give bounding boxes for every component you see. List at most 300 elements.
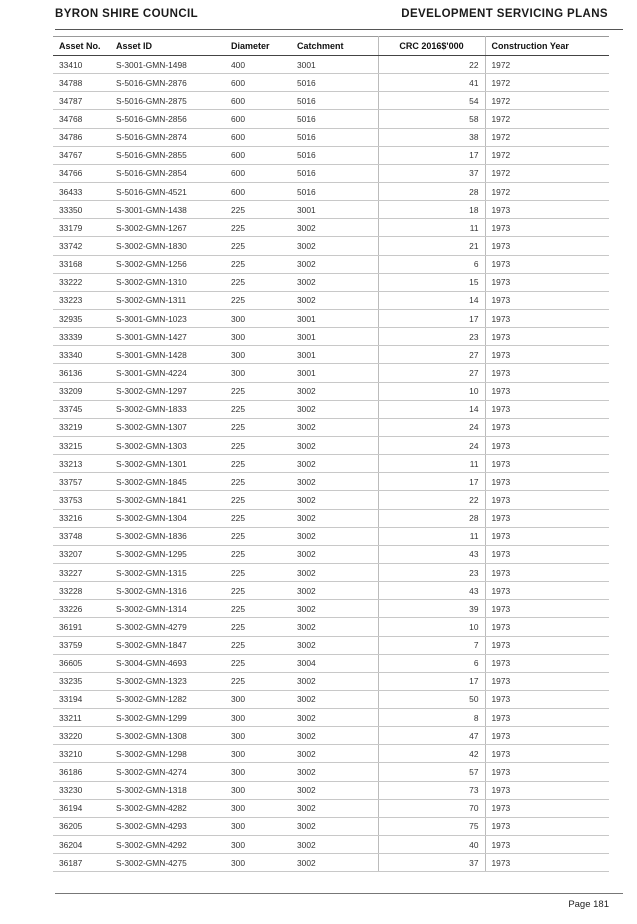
asset-no-cell: 32935 [53, 309, 110, 327]
diameter-cell: 300 [225, 745, 291, 763]
table-row [53, 128, 609, 146]
crc-cell: 27 [378, 346, 485, 364]
column-header-construction-year: Construction Year [485, 37, 609, 56]
diameter-cell: 225 [225, 672, 291, 690]
diameter-cell: 225 [225, 219, 291, 237]
asset-no-cell: 33226 [53, 600, 110, 618]
crc-cell: 14 [378, 291, 485, 309]
construction-year-cell: 1972 [485, 146, 609, 164]
diameter-cell: 300 [225, 709, 291, 727]
asset-no-cell: 33220 [53, 727, 110, 745]
header-rule [55, 29, 623, 30]
crc-cell: 8 [378, 709, 485, 727]
crc-cell: 38 [378, 128, 485, 146]
catchment-cell: 3001 [291, 328, 378, 346]
table-row [53, 672, 609, 690]
asset-id-cell: S-3002-GMN-4293 [110, 817, 225, 835]
asset-id-cell: S-3002-GMN-1847 [110, 636, 225, 654]
table-row [53, 346, 609, 364]
diameter-cell: 225 [225, 618, 291, 636]
construction-year-cell: 1973 [485, 636, 609, 654]
crc-cell: 11 [378, 527, 485, 545]
asset-no-cell: 36433 [53, 182, 110, 200]
table-row [53, 418, 609, 436]
construction-year-cell: 1973 [485, 654, 609, 672]
catchment-cell: 5016 [291, 110, 378, 128]
construction-year-cell: 1973 [485, 237, 609, 255]
table-row [53, 436, 609, 454]
catchment-cell: 3002 [291, 400, 378, 418]
catchment-cell: 5016 [291, 74, 378, 92]
diameter-cell: 225 [225, 491, 291, 509]
construction-year-cell: 1973 [485, 690, 609, 708]
construction-year-cell: 1973 [485, 763, 609, 781]
crc-cell: 23 [378, 328, 485, 346]
asset-id-cell: S-5016-GMN-2855 [110, 146, 225, 164]
catchment-cell: 3002 [291, 836, 378, 854]
asset-no-cell: 36605 [53, 654, 110, 672]
asset-id-cell: S-3002-GMN-4292 [110, 836, 225, 854]
table-row [53, 382, 609, 400]
crc-cell: 23 [378, 563, 485, 581]
table-row [53, 509, 609, 527]
crc-cell: 22 [378, 491, 485, 509]
catchment-cell: 3002 [291, 600, 378, 618]
asset-no-cell: 33210 [53, 745, 110, 763]
diameter-cell: 600 [225, 92, 291, 110]
column-header-crc: CRC 2016$'000 [378, 37, 485, 56]
column-header-diameter: Diameter [225, 37, 291, 56]
asset-id-cell: S-3002-GMN-1267 [110, 219, 225, 237]
construction-year-cell: 1973 [485, 836, 609, 854]
asset-no-cell: 33742 [53, 237, 110, 255]
construction-year-cell: 1973 [485, 364, 609, 382]
table-row [53, 618, 609, 636]
table-row [53, 364, 609, 382]
crc-cell: 10 [378, 382, 485, 400]
diameter-cell: 225 [225, 600, 291, 618]
asset-id-cell: S-3002-GMN-1318 [110, 781, 225, 799]
crc-cell: 17 [378, 473, 485, 491]
asset-id-cell: S-3001-GMN-1438 [110, 201, 225, 219]
asset-id-cell: S-3002-GMN-1311 [110, 291, 225, 309]
crc-cell: 6 [378, 255, 485, 273]
crc-cell: 75 [378, 817, 485, 835]
asset-no-cell: 36187 [53, 854, 110, 872]
diameter-cell: 300 [225, 364, 291, 382]
asset-id-cell: S-3002-GMN-1836 [110, 527, 225, 545]
catchment-cell: 3001 [291, 201, 378, 219]
table-row [53, 690, 609, 708]
column-header-asset-id: Asset ID [110, 37, 225, 56]
table-row [53, 491, 609, 509]
catchment-cell: 5016 [291, 164, 378, 182]
column-header-catchment: Catchment [291, 37, 378, 56]
table-row [53, 74, 609, 92]
asset-id-cell: S-5016-GMN-4521 [110, 182, 225, 200]
council-name: BYRON SHIRE COUNCIL [55, 8, 199, 20]
catchment-cell: 3002 [291, 672, 378, 690]
asset-id-cell: S-3002-GMN-1830 [110, 237, 225, 255]
catchment-cell: 3002 [291, 745, 378, 763]
crc-cell: 17 [378, 309, 485, 327]
crc-cell: 41 [378, 74, 485, 92]
asset-no-cell: 33235 [53, 672, 110, 690]
crc-cell: 7 [378, 636, 485, 654]
diameter-cell: 300 [225, 763, 291, 781]
diameter-cell: 300 [225, 836, 291, 854]
asset-no-cell: 33216 [53, 509, 110, 527]
asset-no-cell: 33222 [53, 273, 110, 291]
asset-no-cell: 33207 [53, 545, 110, 563]
construction-year-cell: 1973 [485, 491, 609, 509]
asset-id-cell: S-3002-GMN-1316 [110, 582, 225, 600]
table-row [53, 473, 609, 491]
catchment-cell: 3002 [291, 763, 378, 781]
construction-year-cell: 1973 [485, 563, 609, 581]
catchment-cell: 3002 [291, 455, 378, 473]
footer-rule [55, 893, 623, 894]
crc-cell: 21 [378, 237, 485, 255]
asset-no-cell: 33213 [53, 455, 110, 473]
catchment-cell: 3002 [291, 382, 378, 400]
construction-year-cell: 1973 [485, 418, 609, 436]
table-row [53, 110, 609, 128]
crc-cell: 70 [378, 799, 485, 817]
asset-no-cell: 33410 [53, 56, 110, 74]
construction-year-cell: 1973 [485, 473, 609, 491]
catchment-cell: 3002 [291, 709, 378, 727]
table-row [53, 799, 609, 817]
asset-id-cell: S-3002-GMN-1295 [110, 545, 225, 563]
asset-no-cell: 34786 [53, 128, 110, 146]
asset-id-cell: S-3002-GMN-1310 [110, 273, 225, 291]
asset-id-cell: S-3001-GMN-1427 [110, 328, 225, 346]
table-row [53, 201, 609, 219]
table-row [53, 164, 609, 182]
construction-year-cell: 1973 [485, 509, 609, 527]
crc-cell: 10 [378, 618, 485, 636]
construction-year-cell: 1973 [485, 436, 609, 454]
catchment-cell: 3002 [291, 509, 378, 527]
table-row [53, 763, 609, 781]
asset-no-cell: 33211 [53, 709, 110, 727]
asset-table [53, 36, 609, 872]
page-number: Page 181 [568, 899, 609, 910]
construction-year-cell: 1972 [485, 164, 609, 182]
construction-year-cell: 1973 [485, 781, 609, 799]
diameter-cell: 300 [225, 781, 291, 799]
asset-id-cell: S-3002-GMN-1323 [110, 672, 225, 690]
diameter-cell: 300 [225, 727, 291, 745]
diameter-cell: 225 [225, 545, 291, 563]
asset-id-cell: S-3002-GMN-1298 [110, 745, 225, 763]
asset-no-cell: 33745 [53, 400, 110, 418]
table-header-row [53, 37, 609, 56]
catchment-cell: 3002 [291, 636, 378, 654]
construction-year-cell: 1973 [485, 382, 609, 400]
crc-cell: 42 [378, 745, 485, 763]
diameter-cell: 225 [225, 273, 291, 291]
table-row [53, 781, 609, 799]
diameter-cell: 225 [225, 509, 291, 527]
crc-cell: 27 [378, 364, 485, 382]
table-body [53, 56, 609, 872]
catchment-cell: 3002 [291, 781, 378, 799]
asset-id-cell: S-5016-GMN-2876 [110, 74, 225, 92]
asset-no-cell: 33753 [53, 491, 110, 509]
diameter-cell: 225 [225, 255, 291, 273]
asset-id-cell: S-3002-GMN-1314 [110, 600, 225, 618]
asset-no-cell: 36205 [53, 817, 110, 835]
diameter-cell: 600 [225, 74, 291, 92]
asset-id-cell: S-3002-GMN-1301 [110, 455, 225, 473]
column-header-asset-no: Asset No. [53, 37, 110, 56]
crc-cell: 11 [378, 455, 485, 473]
crc-cell: 11 [378, 219, 485, 237]
crc-cell: 58 [378, 110, 485, 128]
crc-cell: 22 [378, 56, 485, 74]
construction-year-cell: 1972 [485, 56, 609, 74]
asset-no-cell: 34788 [53, 74, 110, 92]
diameter-cell: 225 [225, 527, 291, 545]
diameter-cell: 225 [225, 237, 291, 255]
diameter-cell: 300 [225, 817, 291, 835]
table-row [53, 328, 609, 346]
diameter-cell: 225 [225, 291, 291, 309]
construction-year-cell: 1973 [485, 255, 609, 273]
asset-no-cell: 34787 [53, 92, 110, 110]
diameter-cell: 300 [225, 799, 291, 817]
asset-id-cell: S-3002-GMN-1308 [110, 727, 225, 745]
diameter-cell: 225 [225, 201, 291, 219]
diameter-cell: 600 [225, 146, 291, 164]
asset-id-cell: S-3001-GMN-1498 [110, 56, 225, 74]
table-row [53, 56, 609, 74]
catchment-cell: 3002 [291, 854, 378, 872]
table-row [53, 237, 609, 255]
crc-cell: 43 [378, 582, 485, 600]
catchment-cell: 3002 [291, 582, 378, 600]
catchment-cell: 3002 [291, 491, 378, 509]
asset-no-cell: 36204 [53, 836, 110, 854]
table-row [53, 636, 609, 654]
crc-cell: 73 [378, 781, 485, 799]
construction-year-cell: 1972 [485, 128, 609, 146]
construction-year-cell: 1973 [485, 745, 609, 763]
diameter-cell: 225 [225, 563, 291, 581]
asset-id-cell: S-3002-GMN-1307 [110, 418, 225, 436]
diameter-cell: 225 [225, 436, 291, 454]
table-row [53, 854, 609, 872]
catchment-cell: 3001 [291, 346, 378, 364]
diameter-cell: 300 [225, 854, 291, 872]
asset-no-cell: 33230 [53, 781, 110, 799]
asset-no-cell: 36136 [53, 364, 110, 382]
construction-year-cell: 1973 [485, 582, 609, 600]
diameter-cell: 300 [225, 346, 291, 364]
diameter-cell: 600 [225, 110, 291, 128]
table-row [53, 309, 609, 327]
construction-year-cell: 1973 [485, 291, 609, 309]
catchment-cell: 3001 [291, 56, 378, 74]
asset-no-cell: 33227 [53, 563, 110, 581]
table-row [53, 255, 609, 273]
catchment-cell: 3002 [291, 273, 378, 291]
crc-cell: 37 [378, 164, 485, 182]
catchment-cell: 5016 [291, 146, 378, 164]
construction-year-cell: 1973 [485, 309, 609, 327]
table-row [53, 600, 609, 618]
table-row [53, 709, 609, 727]
catchment-cell: 5016 [291, 182, 378, 200]
diameter-cell: 225 [225, 473, 291, 491]
asset-no-cell: 33759 [53, 636, 110, 654]
asset-no-cell: 36194 [53, 799, 110, 817]
crc-cell: 6 [378, 654, 485, 672]
table-row [53, 545, 609, 563]
asset-id-cell: S-3002-GMN-1833 [110, 400, 225, 418]
table-row [53, 455, 609, 473]
diameter-cell: 225 [225, 418, 291, 436]
catchment-cell: 3002 [291, 237, 378, 255]
crc-cell: 14 [378, 400, 485, 418]
construction-year-cell: 1972 [485, 110, 609, 128]
catchment-cell: 5016 [291, 128, 378, 146]
catchment-cell: 3002 [291, 219, 378, 237]
catchment-cell: 3002 [291, 727, 378, 745]
asset-no-cell: 33219 [53, 418, 110, 436]
asset-no-cell: 33339 [53, 328, 110, 346]
asset-no-cell: 33168 [53, 255, 110, 273]
construction-year-cell: 1972 [485, 74, 609, 92]
asset-no-cell: 33215 [53, 436, 110, 454]
catchment-cell: 3002 [291, 690, 378, 708]
diameter-cell: 600 [225, 128, 291, 146]
asset-id-cell: S-3002-GMN-1315 [110, 563, 225, 581]
catchment-cell: 3002 [291, 799, 378, 817]
crc-cell: 54 [378, 92, 485, 110]
crc-cell: 40 [378, 836, 485, 854]
catchment-cell: 3001 [291, 309, 378, 327]
crc-cell: 24 [378, 418, 485, 436]
asset-no-cell: 33223 [53, 291, 110, 309]
asset-no-cell: 33757 [53, 473, 110, 491]
construction-year-cell: 1973 [485, 455, 609, 473]
diameter-cell: 225 [225, 455, 291, 473]
asset-id-cell: S-3002-GMN-1841 [110, 491, 225, 509]
catchment-cell: 3002 [291, 473, 378, 491]
table-row [53, 273, 609, 291]
asset-id-cell: S-5016-GMN-2854 [110, 164, 225, 182]
asset-id-cell: S-3002-GMN-4282 [110, 799, 225, 817]
table-row [53, 219, 609, 237]
asset-no-cell: 33179 [53, 219, 110, 237]
diameter-cell: 600 [225, 182, 291, 200]
table-row [53, 582, 609, 600]
catchment-cell: 3002 [291, 255, 378, 273]
table-row [53, 654, 609, 672]
crc-cell: 57 [378, 763, 485, 781]
asset-id-cell: S-3002-GMN-1299 [110, 709, 225, 727]
asset-no-cell: 34767 [53, 146, 110, 164]
table-row [53, 563, 609, 581]
catchment-cell: 3002 [291, 436, 378, 454]
diameter-cell: 300 [225, 328, 291, 346]
crc-cell: 15 [378, 273, 485, 291]
crc-cell: 37 [378, 854, 485, 872]
asset-no-cell: 36191 [53, 618, 110, 636]
construction-year-cell: 1973 [485, 328, 609, 346]
construction-year-cell: 1973 [485, 727, 609, 745]
construction-year-cell: 1973 [485, 346, 609, 364]
catchment-cell: 3002 [291, 545, 378, 563]
diameter-cell: 225 [225, 382, 291, 400]
document-title: DEVELOPMENT SERVICING PLANS [401, 8, 608, 20]
asset-id-cell: S-5016-GMN-2874 [110, 128, 225, 146]
table-row [53, 291, 609, 309]
catchment-cell: 5016 [291, 92, 378, 110]
asset-no-cell: 33209 [53, 382, 110, 400]
construction-year-cell: 1973 [485, 817, 609, 835]
table-row [53, 182, 609, 200]
diameter-cell: 225 [225, 400, 291, 418]
asset-no-cell: 33350 [53, 201, 110, 219]
construction-year-cell: 1973 [485, 545, 609, 563]
construction-year-cell: 1973 [485, 600, 609, 618]
diameter-cell: 300 [225, 690, 291, 708]
table-row [53, 92, 609, 110]
construction-year-cell: 1973 [485, 618, 609, 636]
construction-year-cell: 1973 [485, 854, 609, 872]
asset-no-cell: 33748 [53, 527, 110, 545]
table-row [53, 836, 609, 854]
catchment-cell: 3002 [291, 418, 378, 436]
catchment-cell: 3002 [291, 563, 378, 581]
asset-id-cell: S-3002-GMN-1303 [110, 436, 225, 454]
asset-id-cell: S-3002-GMN-4274 [110, 763, 225, 781]
diameter-cell: 225 [225, 582, 291, 600]
asset-id-cell: S-3001-GMN-1023 [110, 309, 225, 327]
catchment-cell: 3004 [291, 654, 378, 672]
catchment-cell: 3002 [291, 527, 378, 545]
diameter-cell: 225 [225, 636, 291, 654]
diameter-cell: 225 [225, 654, 291, 672]
crc-cell: 47 [378, 727, 485, 745]
catchment-cell: 3001 [291, 364, 378, 382]
crc-cell: 28 [378, 182, 485, 200]
table-row [53, 727, 609, 745]
asset-id-cell: S-3002-GMN-1297 [110, 382, 225, 400]
asset-id-cell: S-5016-GMN-2875 [110, 92, 225, 110]
crc-cell: 18 [378, 201, 485, 219]
asset-no-cell: 36186 [53, 763, 110, 781]
crc-cell: 50 [378, 690, 485, 708]
asset-no-cell: 34766 [53, 164, 110, 182]
table-row [53, 400, 609, 418]
construction-year-cell: 1972 [485, 182, 609, 200]
crc-cell: 24 [378, 436, 485, 454]
construction-year-cell: 1973 [485, 219, 609, 237]
asset-id-cell: S-3001-GMN-1428 [110, 346, 225, 364]
catchment-cell: 3002 [291, 291, 378, 309]
construction-year-cell: 1973 [485, 527, 609, 545]
asset-no-cell: 33228 [53, 582, 110, 600]
table-row [53, 745, 609, 763]
construction-year-cell: 1973 [485, 201, 609, 219]
construction-year-cell: 1973 [485, 400, 609, 418]
crc-cell: 28 [378, 509, 485, 527]
